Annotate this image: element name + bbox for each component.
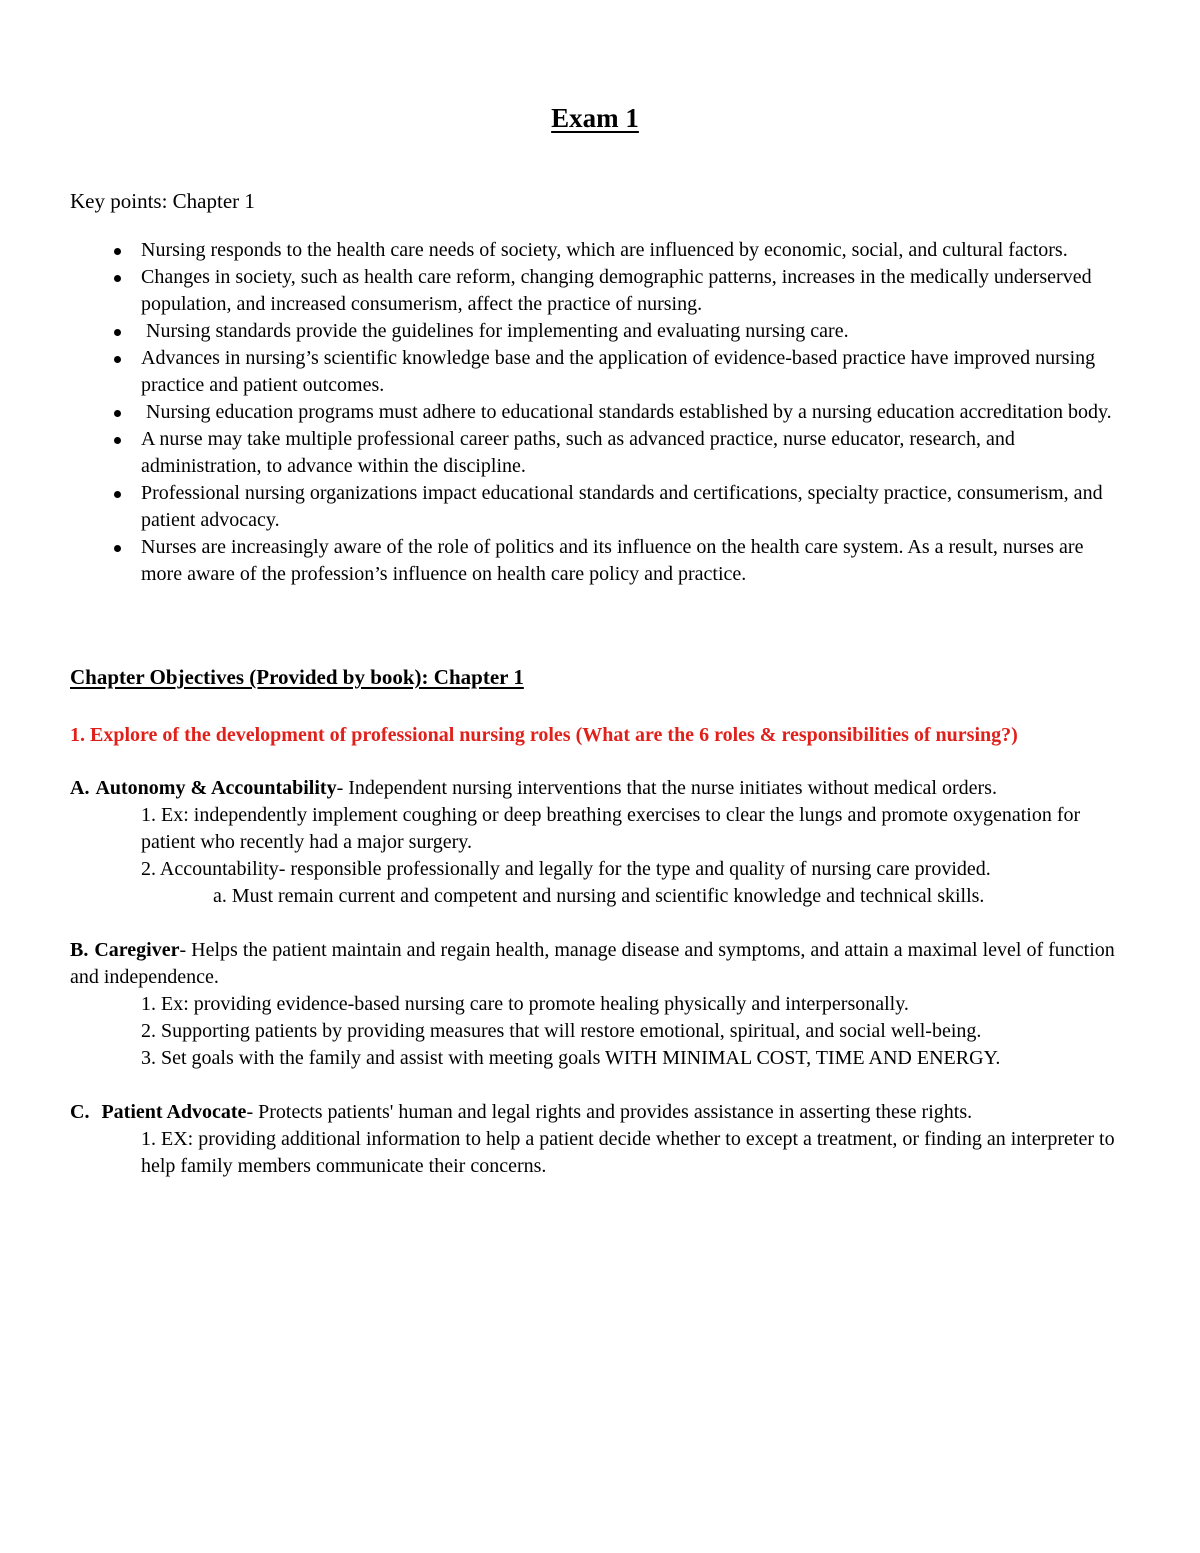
role-description: - Helps the patient maintain and regain health, manage disease and symptoms, and attain a maximal level of function and independence. — [70, 939, 1115, 988]
list-item: A nurse may take multiple professional career paths, such as advanced practice, nurse educator, research, and administration, to advance within the discipline. — [70, 426, 1120, 480]
role-description: - Independent nursing interventions that the nurse initiates without medical orders. — [336, 777, 997, 799]
bullet-icon — [114, 329, 121, 336]
role-subsubpoint: a. Must remain current and competent and nursing and scientific knowledge and technical skills. — [213, 885, 985, 907]
list-item: Nursing responds to the health care needs of society, which are influenced by economic, social, and cultural factors. — [70, 237, 1120, 264]
list-item: Nurses are increasingly aware of the role of politics and its influence on the health care system. As a result, nurses are more aware of the profession’s influence on health care policy and practice. — [70, 534, 1120, 588]
bullet-icon — [114, 248, 121, 255]
role-autonomy — [70, 775, 1120, 910]
role-letter: C. — [70, 1101, 90, 1123]
role-subpoint: 2. Accountability- responsible professionally and legally for the type and quality of nursing care provided. — [141, 858, 991, 880]
role-letter: B. — [70, 939, 89, 961]
role-caregiver — [70, 937, 1120, 1072]
list-item: Changes in society, such as health care reform, changing demographic patterns, increases in the medically underserved population, and increased consumerism, affect the practice of nursing. — [70, 264, 1120, 318]
role-subpoint: 2. Supporting patients by providing measures that will restore emotional, spiritual, and social well-being. — [141, 1020, 982, 1042]
bullet-icon — [114, 275, 121, 282]
objective-question: 1. Explore of the development of professional nursing roles (What are the 6 roles & responsibilities of nursing?) — [70, 724, 1018, 746]
key-points-list — [70, 237, 1120, 588]
list-item: Advances in nursing’s scientific knowledge base and the application of evidence-based practice have improved nursing practice and patient outcomes. — [70, 345, 1120, 399]
role-definition — [70, 937, 1120, 991]
role-definition — [70, 1099, 1120, 1126]
list-item: Professional nursing organizations impact educational standards and certifications, specialty practice, consumerism, and patient advocacy. — [70, 480, 1120, 534]
bullet-icon — [114, 491, 121, 498]
role-subpoint: 3. Set goals with the family and assist with meeting goals WITH MINIMAL COST, TIME AND ENERGY. — [141, 1047, 1001, 1069]
role-patient-advocate — [70, 1099, 1120, 1180]
role-letter: A. — [70, 777, 90, 799]
role-name: Autonomy & Accountability — [95, 777, 337, 799]
role-description: - Protects patients' human and legal rights and provides assistance in asserting these rights. — [246, 1101, 973, 1123]
objectives-heading: Chapter Objectives (Provided by book): Chapter 1 — [70, 665, 524, 689]
role-definition — [70, 775, 1120, 802]
role-example: 1. Ex: providing evidence-based nursing care to promote healing physically and interpersonally. — [141, 993, 909, 1015]
list-item: Nursing standards provide the guidelines for implementing and evaluating nursing care. — [70, 318, 1120, 345]
role-example: 1. EX: providing additional information to help a patient decide whether to except a treatment, or finding an interpreter to help family members communicate their concerns. — [141, 1128, 1115, 1177]
bullet-icon — [114, 410, 121, 417]
bullet-icon — [114, 545, 121, 552]
role-example: 1. Ex: independently implement coughing or deep breathing exercises to clear the lungs and promote oxygenation for patient who recently had a major surgery. — [141, 804, 1081, 853]
document-title: Exam 1 — [551, 103, 639, 133]
role-name: Caregiver — [94, 939, 180, 961]
role-name: Patient Advocate — [101, 1101, 247, 1123]
bullet-icon — [114, 356, 121, 363]
key-points-heading: Key points: Chapter 1 — [70, 189, 255, 213]
list-item: Nursing education programs must adhere to educational standards established by a nursing education accreditation body. — [70, 399, 1120, 426]
bullet-icon — [114, 437, 121, 444]
